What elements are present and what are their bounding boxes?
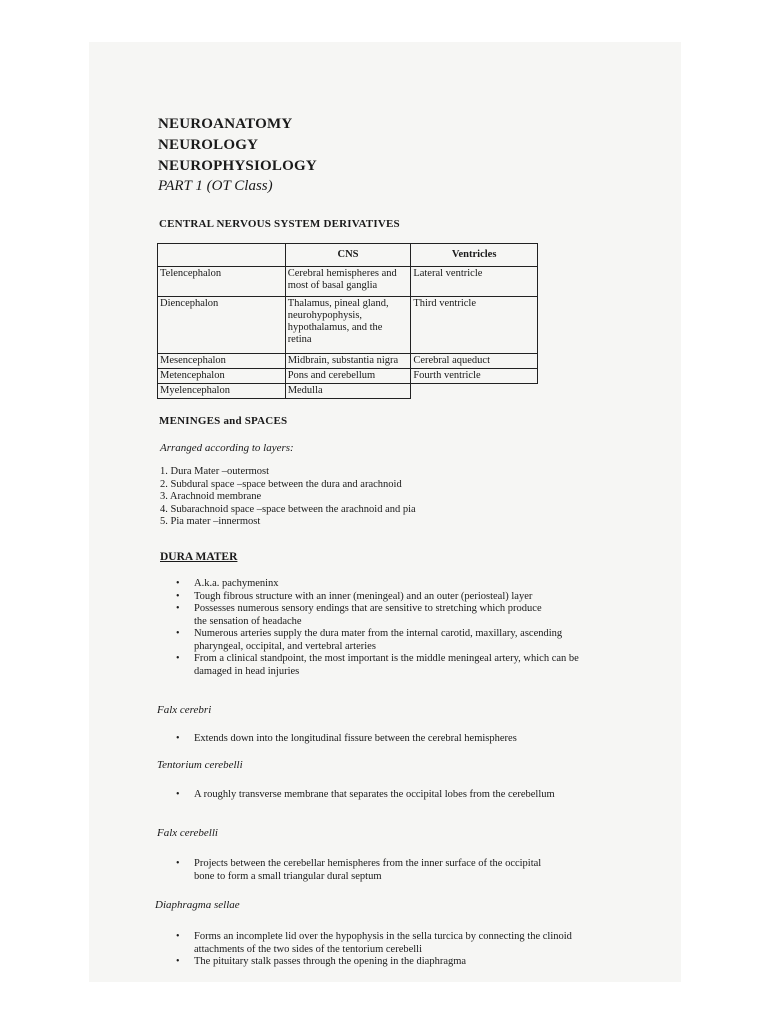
list-item: • The pituitary stalk passes through the opening in the diaphragma (176, 956, 586, 969)
table-header-row (158, 244, 538, 267)
table-cell: Pons and cerebellum (285, 369, 411, 384)
table-cell: Cerebral hemispheres and most of basal ganglia (285, 267, 411, 297)
meninges-intro: Arranged according to layers: (160, 442, 294, 454)
table-cell (411, 384, 538, 399)
list-item: • Forms an incomplete lid over the hypophysis in the sella turcica by connecting the clinoid attachments of the two sides of the tentorium cerebelli (176, 931, 586, 956)
table-cell: Myelencephalon (158, 384, 286, 399)
falx-cerebelli-bullets (176, 858, 556, 883)
tentorium-cerebelli-bullets (176, 789, 556, 802)
table-header-cell: CNS (285, 244, 411, 267)
diaphragma-sellae-bullets (176, 931, 586, 969)
cns-derivatives-table (157, 243, 538, 399)
table-header-cell: Ventricles (411, 244, 538, 267)
table-row (158, 384, 538, 399)
list-item: • Extends down into the longitudinal fissure between the cerebral hemispheres (176, 733, 576, 746)
tentorium-cerebelli-heading: Tentorium cerebelli (157, 759, 243, 771)
table-cell: Midbrain, substantia nigra (285, 354, 411, 369)
list-item: • A.k.a. pachymeninx (176, 578, 576, 591)
table-cell: Diencephalon (158, 297, 286, 354)
title-neurology: NEUROLOGY (158, 137, 259, 153)
list-item: • Projects between the cerebellar hemispheres from the inner surface of the occipital bone to form a small triangular dural septum (176, 858, 556, 883)
list-item: • Tough fibrous structure with an inner (meningeal) and an outer (periosteal) layer (176, 591, 576, 604)
list-item: • From a clinical standpoint, the most important is the middle meningeal artery, which can be damaged in head injuries (176, 653, 584, 678)
falx-cerebri-bullets (176, 733, 576, 746)
table-row (158, 267, 538, 297)
table-cell: Metencephalon (158, 369, 286, 384)
falx-cerebelli-heading: Falx cerebelli (157, 827, 218, 839)
table-cell: Mesencephalon (158, 354, 286, 369)
dura-mater-bullets (176, 578, 579, 678)
list-item: • A roughly transverse membrane that separates the occipital lobes from the cerebellum (176, 789, 556, 802)
diaphragma-sellae-heading: Diaphragma sellae (155, 899, 240, 911)
table-cell: Thalamus, pineal gland, neurohypophysis, hypothalamus, and the retina (285, 297, 411, 354)
title-neurophysiology: NEUROPHYSIOLOGY (158, 158, 317, 174)
dura-mater-heading: DURA MATER (160, 551, 238, 563)
table-cell: Cerebral aqueduct (411, 354, 538, 369)
list-item: 4. Subarachnoid space –space between the arachnoid and pia (160, 503, 416, 515)
list-item: 2. Subdural space –space between the dura and arachnoid (160, 478, 402, 490)
table-cell: Third ventricle (411, 297, 538, 354)
list-item: 1. Dura Mater –outermost (160, 466, 270, 477)
table-cell: Lateral ventricle (411, 267, 538, 297)
meninges-layer-list (160, 466, 416, 529)
table-cell: Medulla (285, 384, 411, 399)
list-item: 3. Arachnoid membrane (160, 491, 262, 502)
meninges-heading: MENINGES and SPACES (159, 415, 288, 427)
table-header-cell (158, 244, 286, 267)
cns-derivatives-heading: CENTRAL NERVOUS SYSTEM DERIVATIVES (159, 218, 400, 230)
title-block (158, 114, 317, 195)
title-subtitle: PART 1 (OT Class) (158, 178, 273, 194)
list-item: • Numerous arteries supply the dura mater from the internal carotid, maxillary, ascending pharyngeal, occipital, and vertebral arteries (176, 628, 574, 653)
list-item: 5. Pia mater –innermost (160, 516, 261, 527)
list-item: • Possesses numerous sensory endings that are sensitive to stretching which produce the sensation of headache (176, 603, 544, 628)
table-cell: Fourth ventricle (411, 369, 538, 384)
title-neuroanatomy: NEUROANATOMY (158, 116, 293, 132)
table-cell: Telencephalon (158, 267, 286, 297)
falx-cerebri-heading: Falx cerebri (157, 704, 212, 716)
table-row (158, 297, 538, 354)
table-row (158, 354, 538, 369)
table-row (158, 369, 538, 384)
